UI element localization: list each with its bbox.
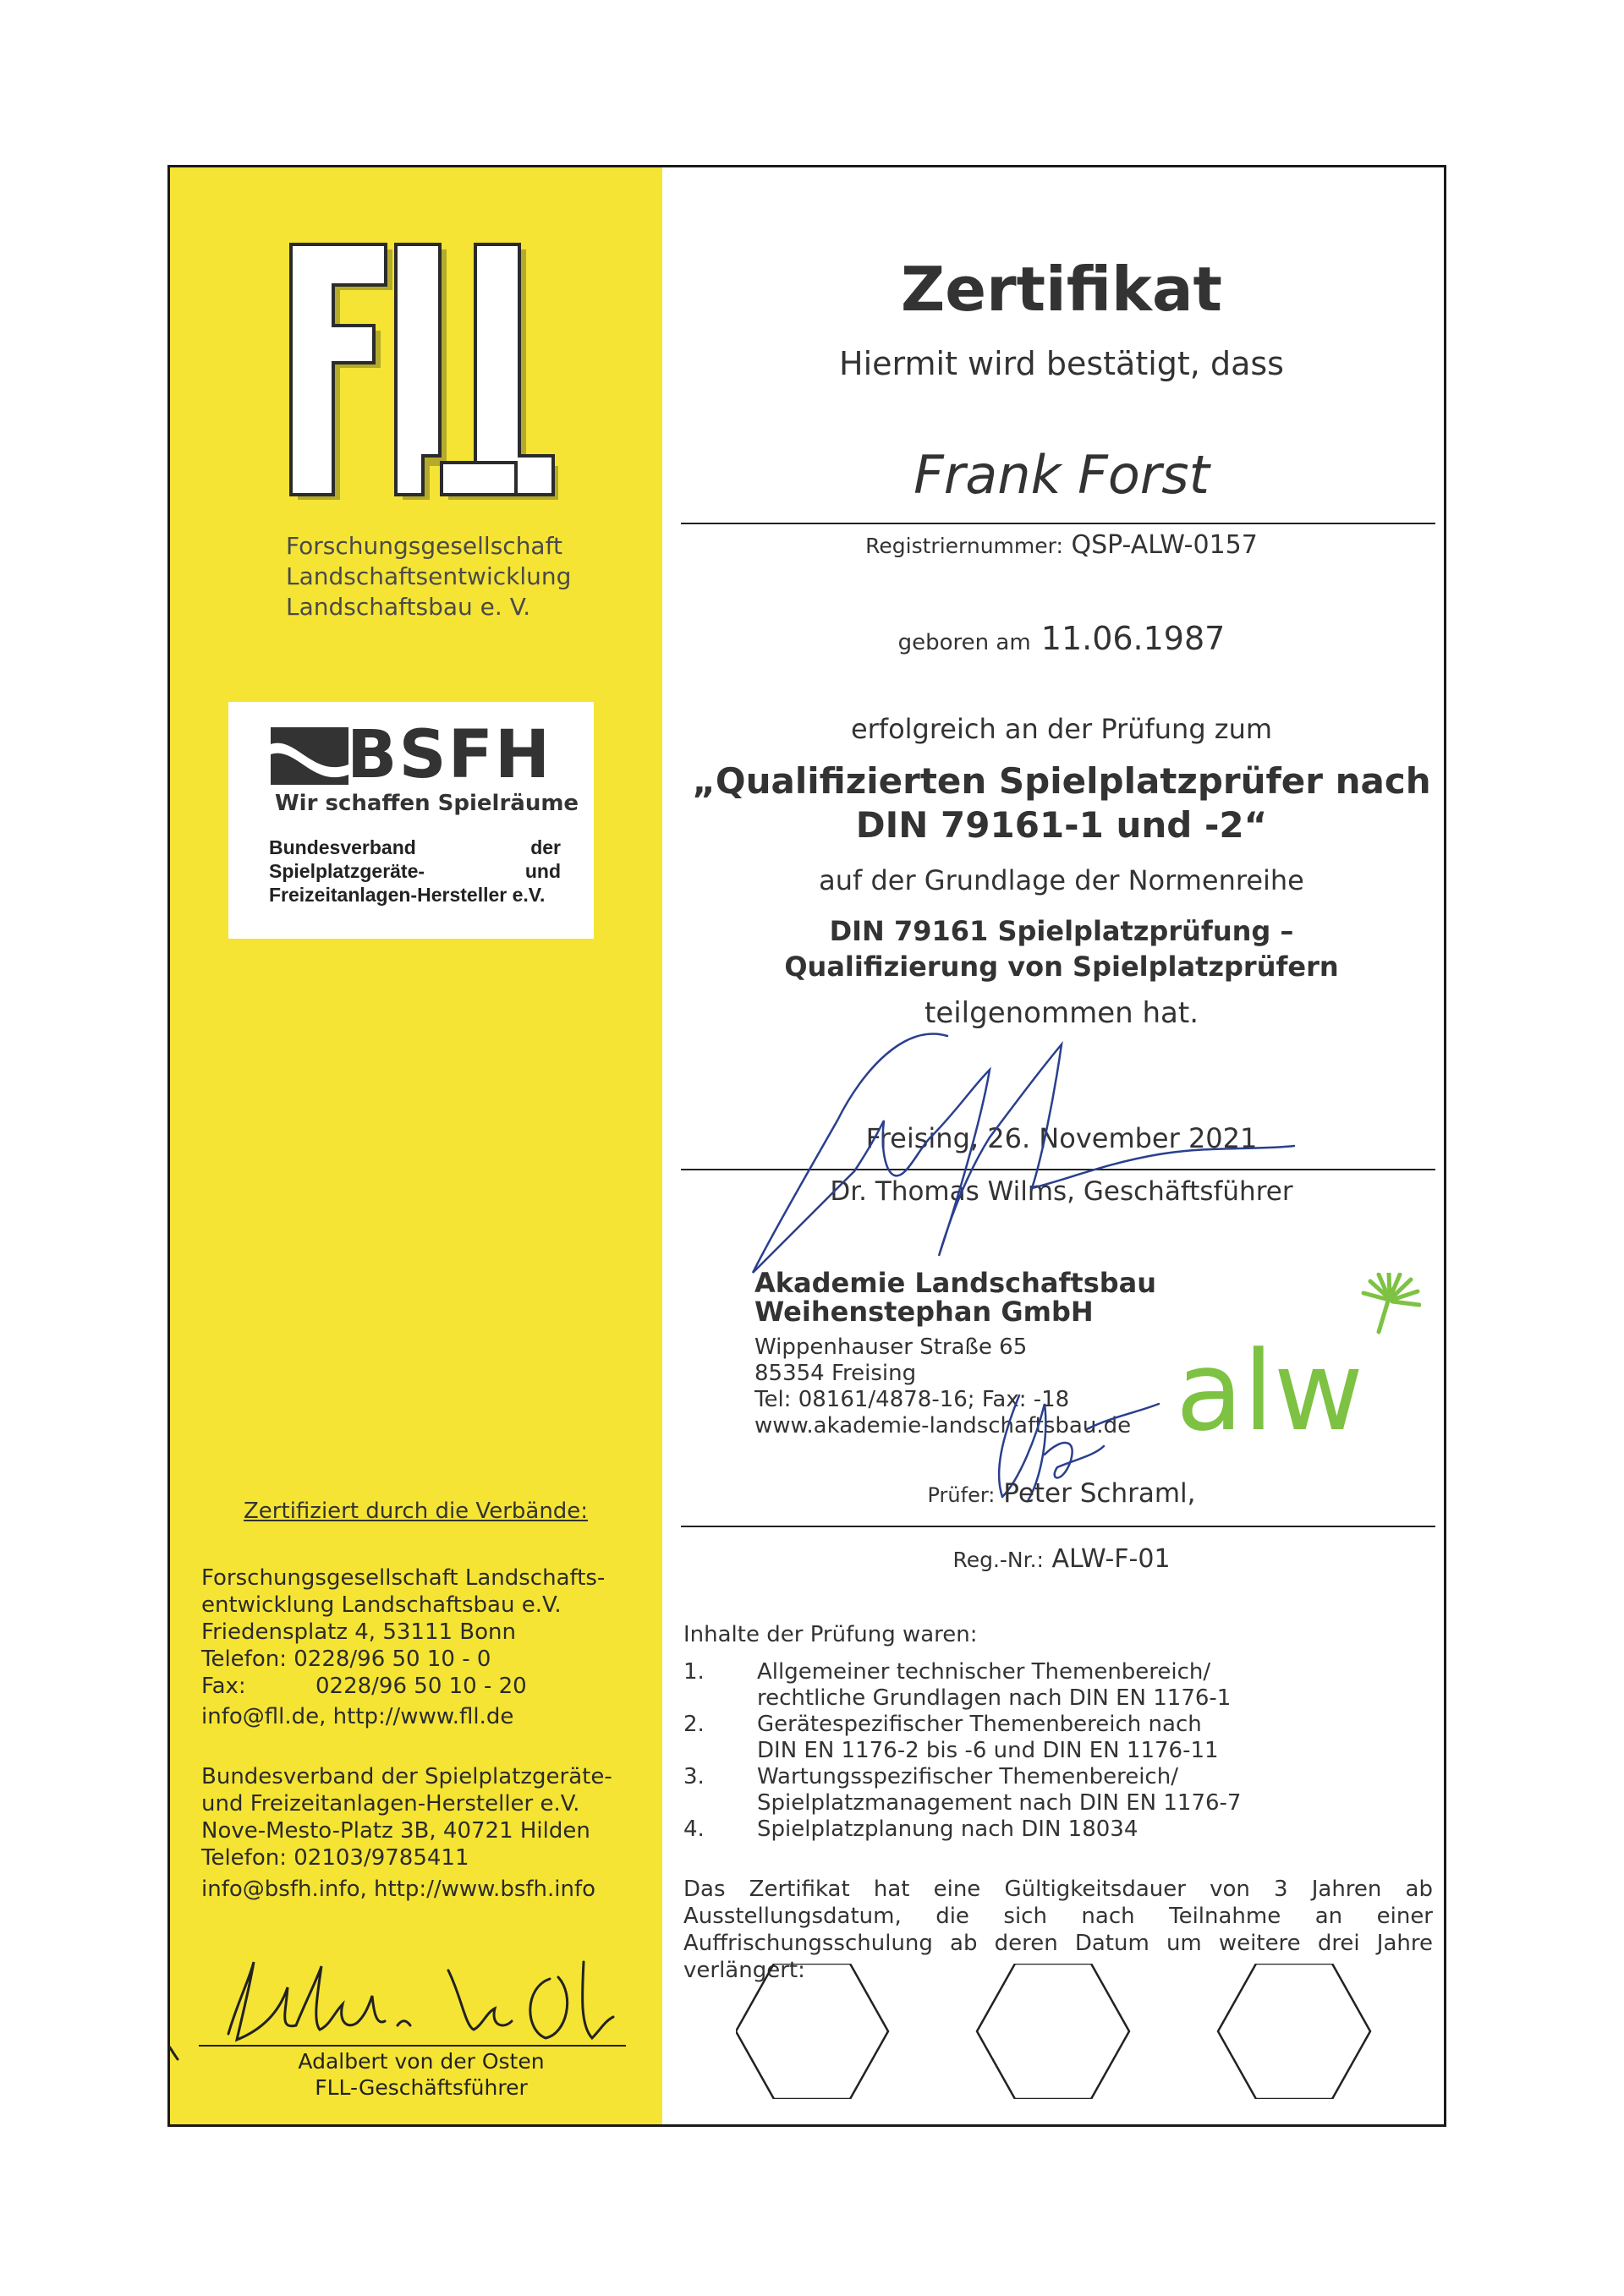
name-underline [681, 523, 1435, 524]
bsfh-wave-icon [271, 727, 348, 785]
alw-logo [1167, 1273, 1421, 1442]
place-date: Freising, 26. November 2021 [865, 1122, 1258, 1154]
din-title: DIN 79161 Spielplatzprüfung – Qualifizierung von Spielplatzprüfern [784, 915, 1339, 983]
bsfh-address: Bundesverband der Spielplatzgeräte- und Freizeitanlagen-Hersteller e.V. Nove-Mesto-Platz 3B, 40721 Hilden Telefon: 02103/9785411 [201, 1764, 612, 1871]
bsfh-logo-box [228, 702, 594, 939]
fll-logo [288, 241, 558, 512]
examiner-name: Prüfer: Peter Schraml, [927, 1478, 1196, 1509]
validity-text: Das Zertifikat hat eine Gültigkeitsdauer von 3 Jahren ab Ausstellungsdatum, die sich nach Teilnahme an einer Auffrischungsschulung ab deren Datum um weitere drei Jahre verlängert: [683, 1877, 1433, 1983]
certificate-intro: Hiermit wird bestätigt, dass [839, 345, 1284, 382]
bsfh-web: info@bsfh.info, http://www.bsfh.info [201, 1877, 596, 1902]
signer-name: Dr. Thomas Wilms, Geschäftsführer [830, 1176, 1293, 1207]
renewal-hexagon-1 [736, 1964, 888, 2099]
alw-logo-text: alw [1176, 1327, 1364, 1442]
bsfh-logo-text: BSFH [347, 717, 552, 793]
academy-address: Wippenhauser Straße 65 85354 Freising Tel: 08161/4878-16; Fax: -18 www.akademie-landschaftsbau.de [754, 1334, 1132, 1438]
fax-label: Fax: [201, 1674, 246, 1699]
fax-value: 0228/96 50 10 - 20 [315, 1674, 527, 1699]
list-item: 1. Allgemeiner technischer Themenbereich/ rechtliche Grundlagen nach DIN EN 1176-1 [683, 1659, 1232, 1711]
participated-text: teilgenommen hat. [924, 996, 1199, 1030]
birth-date: geboren am 11.06.1987 [897, 620, 1226, 657]
academy-name: Akademie Landschaftsbau Weihenstephan GmbH [754, 1267, 1157, 1328]
list-item: 2. Gerätespezifischer Themenbereich nach DIN EN 1176-2 bis -6 und DIN EN 1176-11 [683, 1712, 1219, 1763]
fll-web: info@fll.de, http://www.fll.de [201, 1704, 514, 1729]
fll-subtitle: Forschungsgesellschaft Landschaftsentwicklung Landschaftsbau e. V. [286, 532, 572, 621]
list-item: 4. Spielplatzplanung nach DIN 18034 [683, 1817, 1138, 1842]
recipient-name: Frank Forst [914, 444, 1210, 506]
bsfh-description: Bundesverband der Spielplatzgeräte- und Freizeitanlagen-Hersteller e.V. [269, 836, 561, 906]
fll-signature-line [199, 2045, 626, 2047]
certificate-title: Zertifikat [901, 254, 1222, 325]
examiner-line [681, 1526, 1435, 1527]
fll-address: Forschungsgesellschaft Landschafts- entwicklung Landschaftsbau e.V. Friedensplatz 4, 53111 Bonn Telefon: 0228/96 50 10 - 0 Fax: 0228/96 50 10 - 20 [201, 1565, 606, 1699]
examiner-reg-number: Reg.-Nr.: ALW-F-01 [952, 1544, 1171, 1574]
renewal-hexagon-2 [977, 1964, 1129, 2099]
fll-signatory: Adalbert von der Osten FLL-Geschäftsführer [298, 2049, 545, 2100]
bsfh-tagline: Wir schaffen Spielräume [275, 791, 579, 816]
basis-text: auf der Grundlage der Normenreihe [819, 864, 1304, 896]
contents-title: Inhalte der Prüfung waren: [683, 1622, 978, 1647]
qualification-title: „Qualifizierten Spielplatzprüfer nach DIN 79161-1 und -2“ [692, 760, 1431, 846]
registration-number: Registriernummer: QSP-ALW-0157 [865, 530, 1258, 560]
success-text: erfolgreich an der Prüfung zum [850, 713, 1273, 745]
renewal-hexagons [736, 1964, 1396, 2099]
certified-by-title: Zertifiziert durch die Verbände: [244, 1499, 589, 1524]
renewal-hexagon-3 [1218, 1964, 1370, 2099]
list-item: 3. Wartungsspezifischer Themenbereich/ Spielplatzmanagement nach DIN EN 1176-7 [683, 1764, 1242, 1816]
director-signature [736, 1019, 1413, 1290]
